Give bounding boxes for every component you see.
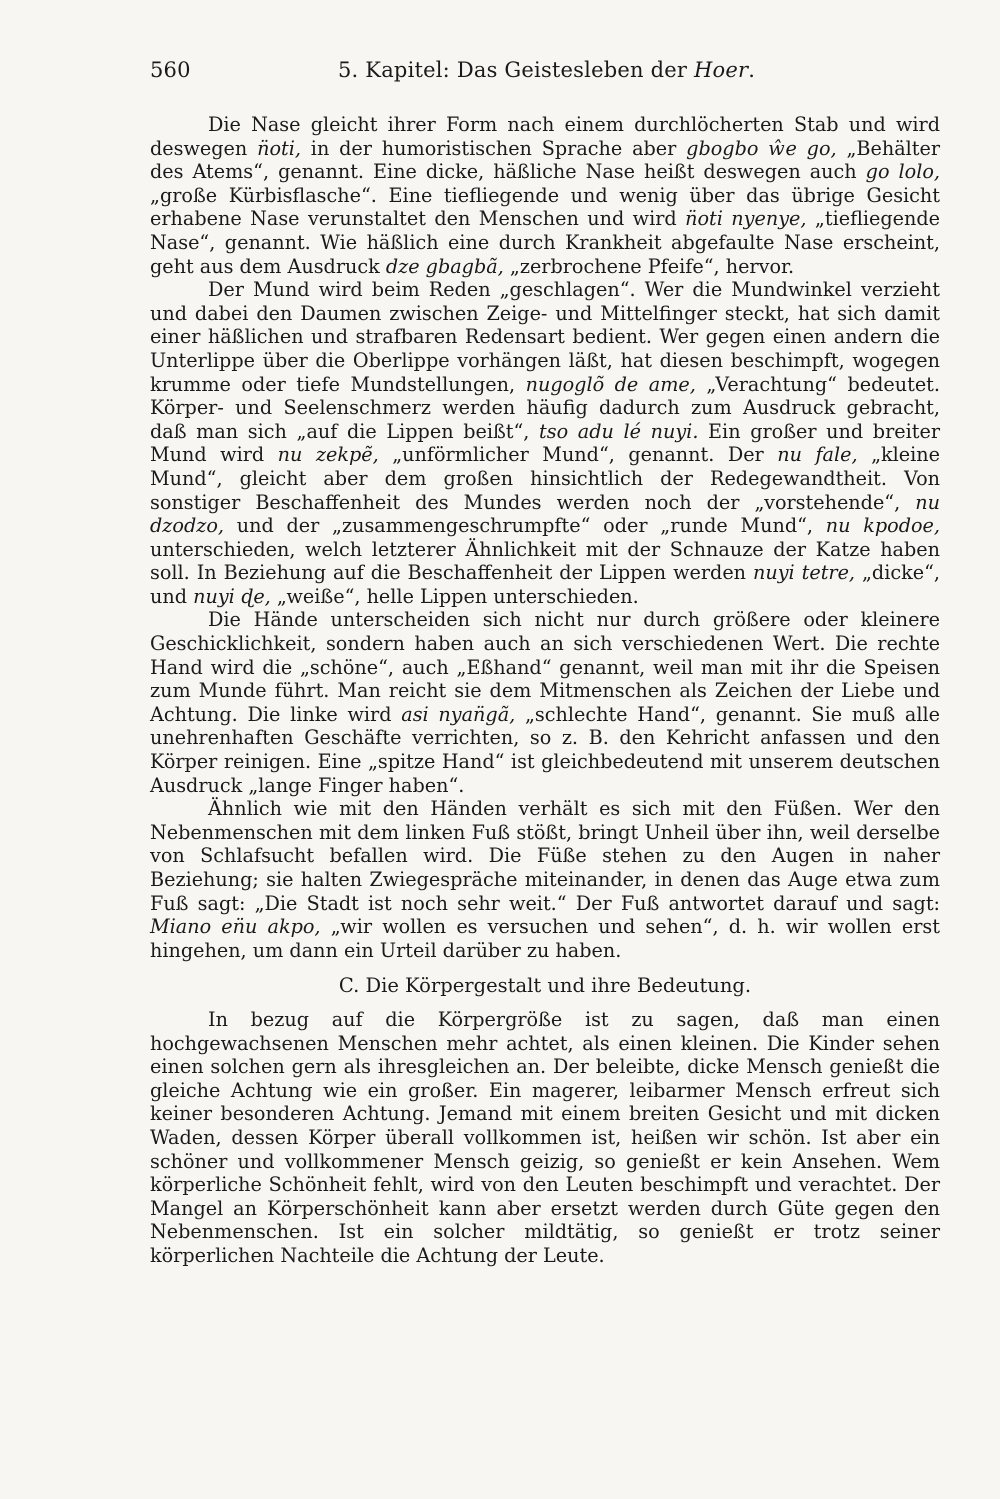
paragraph-hands (150, 608, 940, 797)
ewe-term: nu dzodzo, (150, 490, 940, 538)
text-run: Die Hände unterscheiden sich nicht nur durch größere oder kleinere Geschicklichkeit, sondern haben auch an sich verschiedenen Wert. Die rechte Hand wird die „schöne“, auch „Eßhand“ genannt, weil man mit ihr die Speisen zum Munde führt. Man reicht sie dem Mitmenschen als Zeichen der Liebe und Achtung. Die linke wird (150, 608, 940, 726)
ewe-term: n̈oti nyenye, (685, 207, 807, 231)
text-run: Die Nase gleicht ihrer Form nach einem durchlöcherten Stab und wird deswegen (150, 113, 940, 160)
text-run: „Verachtung“ bedeutet. Körper- und Seelenschmerz werden häufig dadurch zum Ausdruck gebracht, daß man sich „auf die Lippen beißt“, (150, 372, 940, 443)
ewe-term: Miano en̈u akpo, (150, 915, 321, 939)
ewe-term: nuyi tetre, (752, 561, 856, 585)
text-run: „Behälter des Atems“, genannt. Eine dicke, häßliche Nase heißt deswegen auch (150, 136, 941, 184)
chapter-title-people: Hoer (693, 58, 749, 82)
ewe-term: nugoglõ de ame, (525, 372, 696, 396)
text-run: in der humoristischen Sprache aber (300, 136, 687, 160)
paragraph-mouth (150, 278, 940, 608)
text-run: „tiefliegende Nase“, genannt. Wie häßlich eine durch Krankheit abgefaulte Nase erscheint, geht aus dem Ausdruck (150, 207, 940, 278)
text-run: „kleine Mund“, gleicht aber dem großen hinsichtlich der Redegewandtheit. Von sonstiger Beschaffenheit des Mundes werden noch der „vorstehende“, (150, 443, 941, 514)
text-run: „schlechte Hand“, genannt. Sie muß alle unehrenhaften Geschäfte verrichten, so z. B. den Kehricht anfassen und den Körper reinigen. Eine „spitze Hand“ ist gleichbedeutend mit unserem deutschen Ausdruck „lange Finger haben“. (150, 702, 940, 797)
ewe-term: nu fale, (777, 443, 858, 467)
text-run: Der Mund wird beim Reden „geschlagen“. Wer die Mundwinkel verzieht und dabei den Daumen zwischen Zeige- und Mittelfinger steckt, hat sich damit einer häßlichen und strafbaren Redensart bedient. Wer gegen einen andern die Unterlippe über die Oberlippe vorhängen läßt, hat diesen beschimpft, wogegen krumme oder tiefe Mundstellungen, (150, 278, 940, 396)
text-run: Ein großer und breiter Mund wird (150, 419, 940, 467)
paragraph-feet (150, 797, 940, 962)
body-text (150, 113, 940, 1268)
ewe-term: asi nyan̈gã, (401, 702, 516, 726)
paragraph-body-size (150, 1008, 940, 1268)
text-run: unterschieden, welch letzterer Ähnlichkeit mit der Schnauze der Katze haben soll. In Beziehung auf die Beschaffenheit der Lippen werden (150, 537, 940, 585)
text-run: „dicke“, und (150, 561, 940, 608)
ewe-term: nu zekpẽ, (277, 443, 379, 467)
ewe-term: n̈oti, (257, 136, 301, 160)
chapter-title-prefix: 5. Kapitel: Das Geistesleben der (338, 58, 694, 82)
page-number: 560 (150, 58, 191, 82)
ewe-term: nuyi ɖe, (193, 584, 271, 608)
ewe-term: nu kpodoe, (825, 514, 940, 538)
ewe-term: dze gbagbã, (385, 254, 504, 278)
chapter-title (338, 58, 755, 82)
text-run: „zerbrochene Pfeife“, hervor. (503, 254, 795, 278)
text-run: In bezug auf die Körpergröße ist zu sagen, daß man einen hochgewachsenen Menschen mehr achtet, als einen kleinen. Die Kinder sehen einen solchen gern als ihresgleichen an. Der beleibte, dicke Mensch genießt die gleiche Achtung wie ein großer. Ein magerer, leibarmer Mensch erfreut sich keiner besonderen Achtung. Jemand mit einem breiten Gesicht und mit dicken Waden, dessen Körper überall vollkommen ist, heißen wir schön. Ist aber ein schöner und vollkommener Mensch geizig, so genießt er kein Ansehen. Wem körperliche Schönheit fehlt, wird von den Leuten beschimpft und verachtet. Der Mangel an Körperschönheit kann aber ersetzt werden durch Güte gegen den Nebenmenschen. Ist ein solcher mildtätig, so genießt er trotz seiner körperlichen Nachteile die Achtung der Leute. (150, 1007, 940, 1267)
section-heading: C. Die Körpergestalt und ihre Bedeutung. (338, 974, 752, 998)
ewe-term: go lolo, (865, 160, 940, 184)
text-run: „unförmlicher Mund“, genannt. Der (378, 443, 778, 467)
paragraph-nose (150, 113, 940, 278)
text-run: „große Kürbisflasche“. Eine tiefliegende und wenig über das übrige Gesicht erhabene Nase verunstaltet den Menschen und wird (150, 183, 940, 231)
text-run: Ähnlich wie mit den Händen verhält es sich mit den Füßen. Wer den Nebenmenschen mit dem linken Fuß stößt, bringt Unheil über ihn, weil derselbe von Schlafsucht befallen wird. Die Füße stehen zu den Augen in naher Beziehung; sie halten Zwiegespräche miteinander, in denen das Auge etwa zum Fuß sagt: „Die Stadt ist noch sehr weit.“ Der Fuß antwortet darauf und sagt: (150, 797, 940, 915)
text-run: und der „zusammengeschrumpfte“ oder „runde Mund“, (224, 514, 826, 538)
text-run: „weiße“, helle Lippen unterschieden. (270, 584, 639, 608)
text-run: „wir wollen es versuchen und sehen“, d. h. wir wollen erst hingehen, um dann ein Urteil darüber zu haben. (150, 915, 940, 962)
ewe-term: gbogbo ŵe go, (686, 136, 837, 160)
ewe-term: tso adu lé nuyi. (539, 419, 699, 443)
chapter-title-suffix: . (748, 58, 756, 82)
